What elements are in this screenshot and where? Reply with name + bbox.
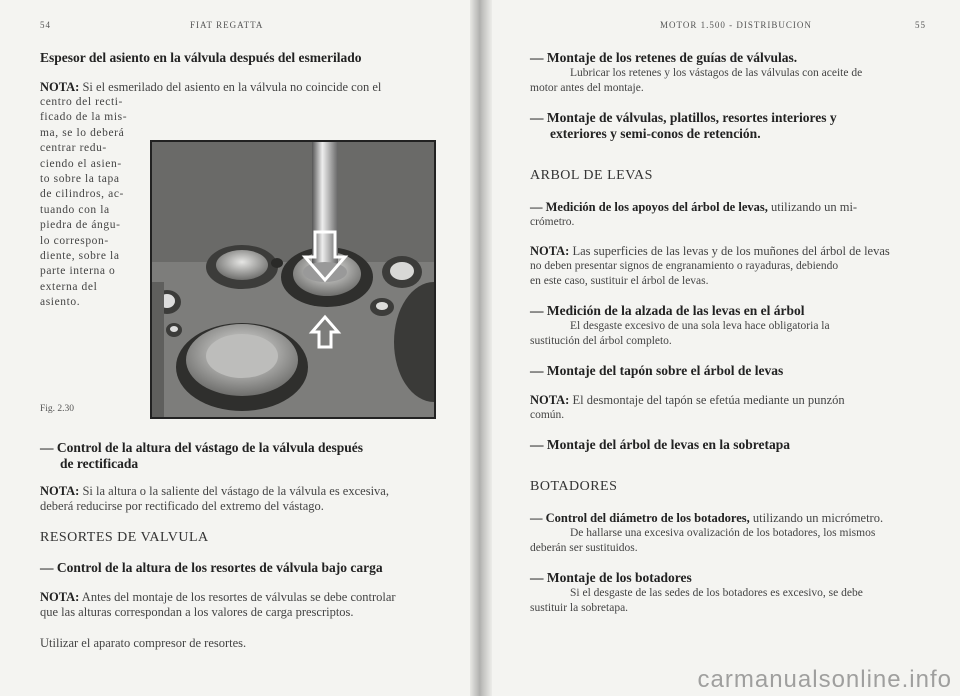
control-diametro-text: utilizando un micrómetro. [749,511,884,525]
nota-tapon-l2: común. [530,409,565,421]
nota-levas-l2: no deben presentar signos de engranamiento o rayaduras, debiendo [530,260,839,272]
nota-line: de cilindros, ac- [40,188,124,201]
medicion-apoyos-label: — Medición de los apoyos del árbol de levas, [530,200,768,214]
nota-label: NOTA: [530,393,570,407]
retenes-sub-l1: Lubricar los retenes y los vástagos de las válvulas con aceite de [570,67,863,79]
watermark: carmanualsonline.info [697,666,952,693]
nota-line: ciendo el asien- [40,157,122,170]
nota-levas-l3: en este caso, sustituir el árbol de levas. [530,275,709,287]
right-running-header [530,20,926,30]
heading-montaje-arbol: — Montaje del árbol de levas en la sobretapa [530,437,790,452]
heading-alzada: — Medición de la alzada de las levas en el árbol [530,303,805,318]
nota-line: ma, se lo deberá [40,126,125,139]
control-altura-heading-line2: de rectificada [60,456,139,471]
left-page-number: 54 [40,20,51,30]
control-altura-heading-line1: — Control de la altura del vástago de la válvula después [40,440,364,455]
montaje-botadores-l1: Si el desgaste de las sedes de los botadores es excesivo, se debe [570,587,863,599]
nota-wrapped-text [40,95,140,311]
nota-text: Si la altura o la saliente del vástago de la válvula es excesiva, [82,484,389,498]
nota-line: parte interna o [40,265,116,278]
valve-seat-photo [150,140,436,419]
section-botadores: BOTADORES [530,479,618,494]
nota-label: NOTA: [40,590,80,604]
right-page [480,0,960,696]
retenes-sub-l2: motor antes del montaje. [530,82,644,94]
right-running-head-title: MOTOR 1.500 - DISTRIBUCION [660,20,812,30]
nota-altura-l1 [40,484,460,499]
nota-levas-l1 [530,244,926,259]
nota-text: Las superficies de las levas y de los muñones del árbol de levas [572,244,890,258]
nota-line: to sobre la tapa [40,173,120,186]
figure-caption: Fig. 2.30 [40,404,75,414]
nota-resortes-l2: que las alturas correspondan a los valores de carga prescriptos. [40,605,354,619]
control-diametro-label: — Control del diámetro de los botadores, [530,511,750,525]
medicion-apoyos-l1 [530,200,926,215]
nota-line: centrar redu- [40,142,107,155]
nota-line: lo correspon- [40,234,109,247]
heading-montaje-tapon: — Montaje del tapón sobre el árbol de levas [530,363,784,378]
nota-line: diente, sobre la [40,250,120,263]
control-diametro-l3: deberán ser sustituidos. [530,542,638,554]
alzada-sub-l1: El desgaste excesivo de una sola leva hace obligatoria la [570,320,830,332]
nota-line: ficado de la mis- [40,111,128,124]
medicion-apoyos-text: utilizando un mi- [767,200,858,214]
control-diametro-l2: De hallarse una excesiva ovalización de los botadores, los mismos [570,527,876,539]
nota-esmerilado [40,80,456,95]
nota-altura-l2: deberá reducirse por rectificado del extremo del vástago. [40,499,324,513]
nota-label: NOTA: [40,80,80,94]
heading-retenes: — Montaje de los retenes de guías de válvulas. [530,50,798,65]
nota-line: externa del [40,280,98,293]
montaje-botadores-l2: sustituir la sobretapa. [530,602,629,614]
nota-line: asiento. [40,296,81,309]
left-running-head-title: FIAT REGATTA [190,20,264,30]
heading-montaje-botadores: — Montaje de los botadores [530,570,692,585]
section-resortes: RESORTES DE VALVULA [40,530,209,545]
nota-tapon-l1 [530,393,926,408]
heading-montaje-valvulas-l2: exteriores y semi-conos de retención. [550,126,761,141]
nota-line: centro del recti- [40,96,123,108]
heading-montaje-valvulas-l1: — Montaje de válvulas, platillos, resortes interiores y [530,110,837,125]
nota-label: NOTA: [40,484,80,498]
resortes-heading: — Control de la altura de los resortes de válvula bajo carga [40,560,383,575]
nota-resortes-l1 [40,590,460,605]
nota-text: Antes del montaje de los resortes de válvulas se debe controlar [81,590,396,604]
medicion-apoyos-l2: crómetro. [530,216,575,228]
nota-line: piedra de ángu- [40,219,121,232]
heading-espesor: Espesor del asiento en la válvula después del esmerilado [40,50,362,65]
left-running-header [40,20,456,30]
nota-label: NOTA: [530,244,570,258]
right-page-number: 55 [915,20,926,30]
left-lower-content [40,440,460,667]
nota-line: tuando con la [40,203,110,216]
control-diametro-l1 [530,511,926,526]
utilizar-compresor: Utilizar el aparato compresor de resortes. [40,636,247,650]
nota-first-line: Si el esmerilado del asiento en la válvula no coincide con el [82,80,382,94]
alzada-sub-l2: sustitución del árbol completo. [530,335,672,347]
section-arbol-levas: ARBOL DE LEVAS [530,168,653,183]
nota-text: El desmontaje del tapón se efetúa mediante un punzón [572,393,845,407]
